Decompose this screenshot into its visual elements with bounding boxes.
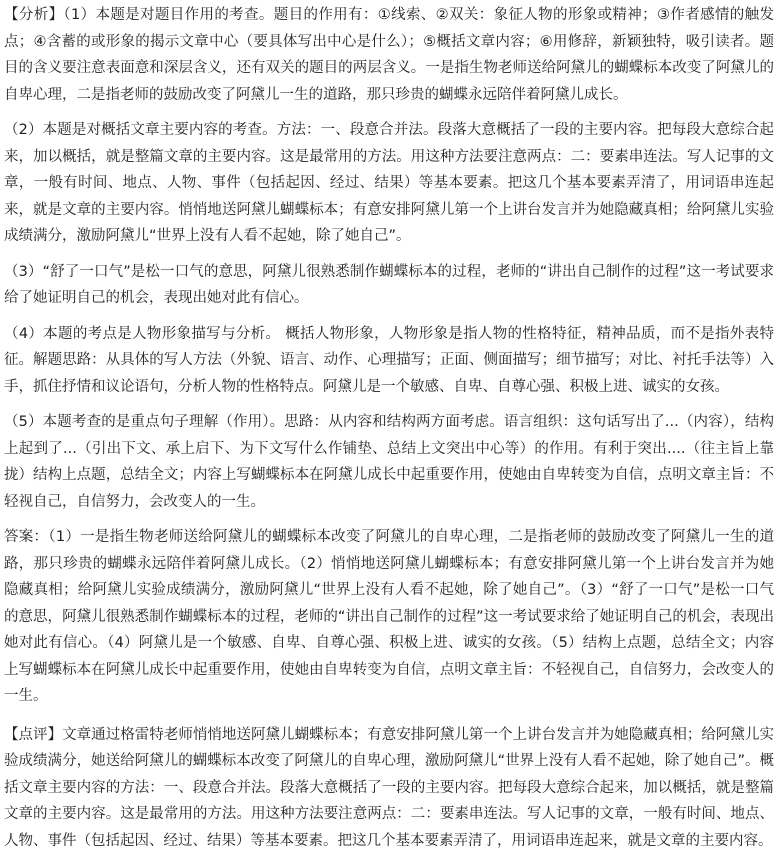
spacer <box>4 108 774 117</box>
analysis-part-4: （4）本题的考点是人物形象描写与分析。 概括人物形象，人物形象是指人物的性格特征，精神品质，而不是指外表特征。解题思路：从具体的写人方法（外貌、语言、动作、心理描写；正面、侧面描写；细节描写；对比、衬托手法等）入手，抓住抒情和议论语句，分析人物的性格特点。阿黛儿是一个敏感、自卑、自尊心强、积极上进、诚实的女孩。 <box>4 321 774 401</box>
spacer <box>4 250 774 259</box>
answer-paragraph: 答案：（1）一是指生物老师送给阿黛儿的蝴蝶标本改变了阿黛儿的自卑心理，二是指老师的鼓励改变了阿黛儿一生的道路，那只珍贵的蝴蝶永远陪伴着阿黛儿成长。（2）悄悄地送阿黛儿蝴蝶标本；有意安排阿黛儿第一个上讲台发言并为她隐藏真相；给阿黛儿实验成绩满分，激励阿黛儿“世界上没有人看不起她，除了她自己”。（3）“舒了一口气”是松一口气的意思，阿黛儿很熟悉制作蝴蝶标本的过程，老师的“讲出自己制作的过程”这一考试要求给了她证明自己的机会，表现出她对此有信心。（4）阿黛儿是一个敏感、自卑、自尊心强、积极上进、诚实的女孩。（5）结构上点题，总结全文；内容上写蝴蝶标本在阿黛儿成长中起重要作用，使她由自卑转变为自信，点明文章主旨：不轻视自己，自信努力，会改变人的一生。 <box>4 524 774 710</box>
comment-paragraph: 【点评】文章通过格雷特老师悄悄地送阿黛儿蝴蝶标本；有意安排阿黛儿第一个上讲台发言并为她隐藏真相；给阿黛儿实验成绩满分，她送给阿黛儿的蝴蝶标本改变了阿黛儿的自卑心理，激励阿黛儿“世界上没有人看不起她，除了她自己”。概括文章主要内容的方法：一、段意合并法。段落大意概括了一段的主要内容。把每段大意综合起来，加以概括，就是整篇文章的主要内容。这是最常用的方法。用这种方法要注意两点：二：要素串连法。写人记事的文章，一般有时间、地点、人物、事件（包括起因、经过、结果）等基本要素。把这几个基本要素弄清了，用词语串连起来，就是文章的主要内容。 <box>4 722 774 854</box>
analysis-part-5: （5）本题考查的是重点句子理解（作用）。思路：从内容和结构两方面考虑。语言组织：这句话写出了...（内容），结构上起到了...（引出下文、承上启下、为下文写什么作铺垫、总结上文突出中心等）的作用。有利于突出....（往主旨上靠拢）结构上点题，总结全文；内容上写蝴蝶标本在阿黛儿成长中起重要作用，使她由自卑转变为自信，点明文章主旨：不轻视自己，自信努力，会改变人的一生。 <box>4 409 774 515</box>
spacer <box>4 400 774 409</box>
spacer <box>4 515 774 524</box>
analysis-part-2: （2）本题是对概括文章主要内容的考查。方法：一、段意合并法。段落大意概括了一段的主要内容。把每段大意综合起来，加以概括，就是整篇文章的主要内容。这是最常用的方法。用这种方法要注意两点：二：要素串连法。写人记事的文章，一般有时间、地点、人物、事件（包括起因、经过、结果）等基本要素。把这几个基本要素弄清了，用词语串连起来，就是文章的主要内容。悄悄地送阿黛儿蝴蝶标本；有意安排阿黛儿第一个上讲台发言并为她隐藏真相；给阿黛儿实验成绩满分，激励阿黛儿“世界上没有人看不起她，除了她自己”。 <box>4 117 774 250</box>
analysis-part-1: 【分析】（1）本题是对题目作用的考查。题目的作用有：①线索、②双关：象征人物的形象或精神；③作者感情的触发点；④含蓄的或形象的揭示文章中心（要具体写出中心是什么）；⑤概括文章内容；⑥用修辞，新颖独特，吸引读者。题目的含义要注意表面意和深层含义，还有双关的题目的两层含义。一是指生物老师送给阿黛儿的蝴蝶标本改变了阿黛儿的自卑心理，二是指老师的鼓励改变了阿黛儿一生的道路，那只珍贵的蝴蝶永远陪伴着阿黛儿成长。 <box>4 0 774 108</box>
spacer <box>4 710 774 722</box>
spacer <box>4 312 774 321</box>
analysis-part-3: （3）“舒了一口气”是松一口气的意思，阿黛儿很熟悉制作蝴蝶标本的过程，老师的“讲出自己制作的过程”这一考试要求给了她证明自己的机会，表现出她对此有信心。 <box>4 259 774 312</box>
